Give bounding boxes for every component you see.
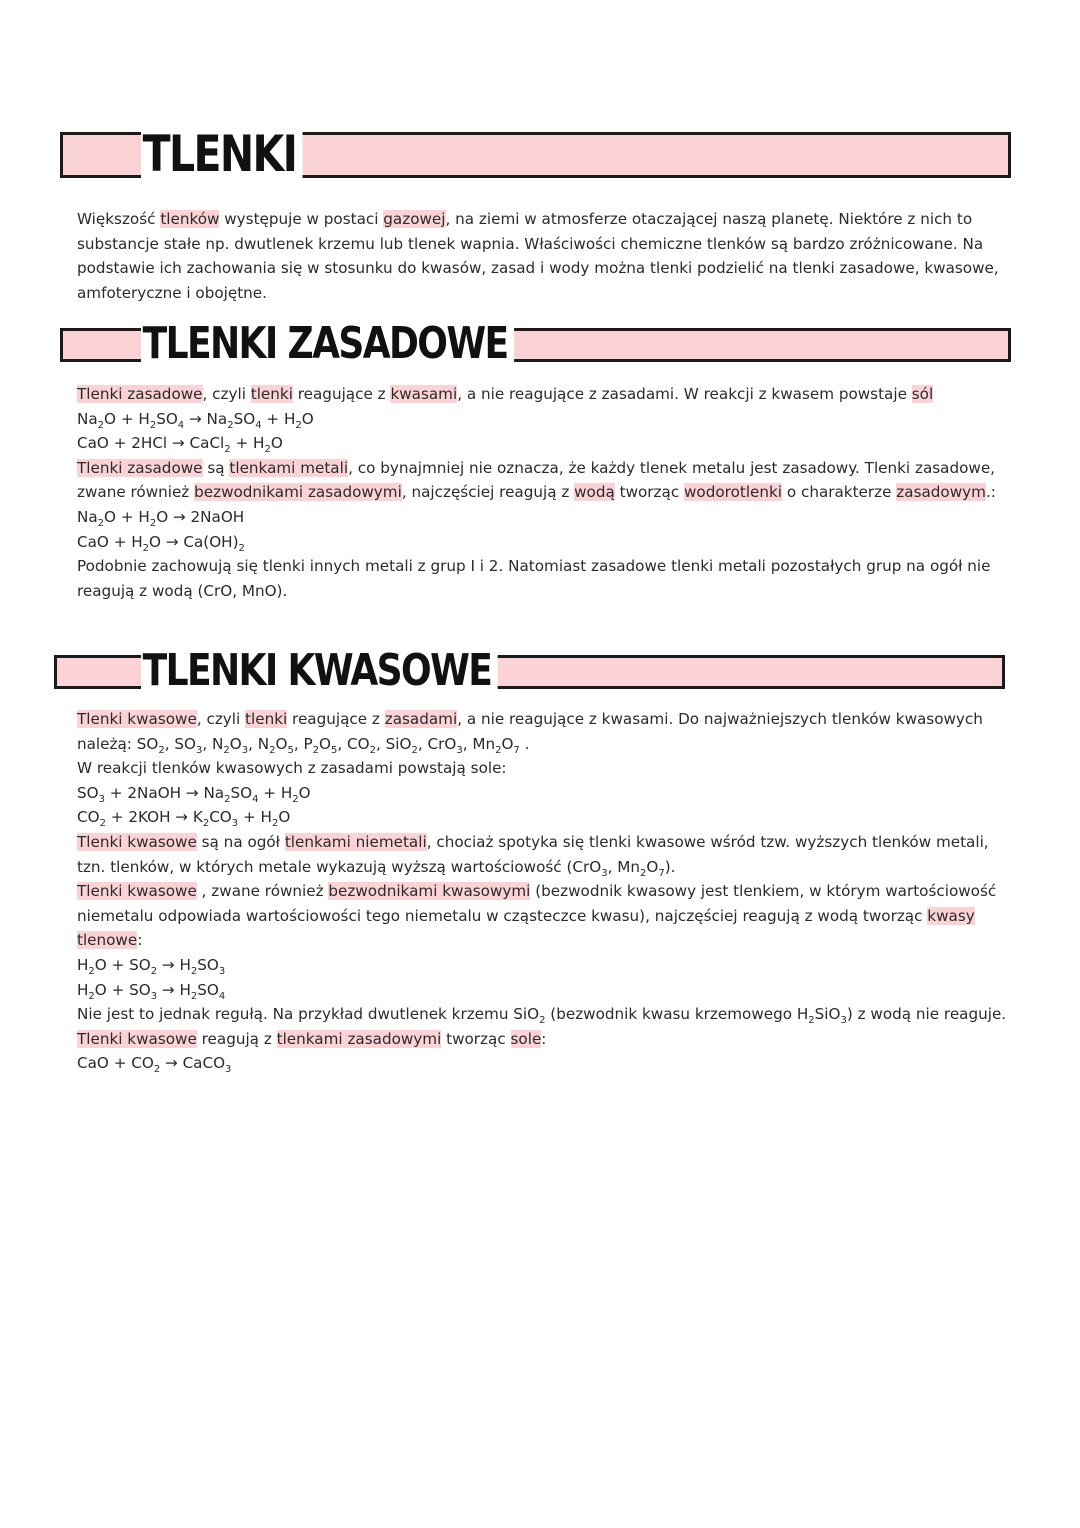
equation: $CO_2 + 2KOH \to K_2CO_3 + H_2O$ <box>77 808 291 830</box>
paragraph: Tlenki kwasowe, czyli tlenki reagujące z zasadami, a nie reagujące z kwasami. Do najważniejszych tlenków kwasowych należą: $SO_2$, $SO_3$, $N_2O_3$, $N_2O_5$, $P_2O_5$, $CO_2$, SiO$_2$, CrO$_3$, $Mn_2O_7$ . <box>77 710 983 756</box>
section-header-tlenki-kwasowe <box>54 645 1005 696</box>
equation: $H_2O + SO_2 \to H_2SO_3$ <box>77 955 226 977</box>
paragraph: Tlenki kwasowe są na ogół tlenkami niemetali, chociaż spotyka się tlenki kwasowe wśród tzw. wyższych tlenków metali, tzn. tlenków, w których metale wykazują wyższą wartościowość (CrO$_3$, $Mn_2O_7$). <box>77 832 989 879</box>
paragraph: Tlenki kwasowe reagują z tlenkami zasadowymi tworząc sole: <box>77 1029 547 1048</box>
equation: CaO + $H_2O \to Ca(OH)_2$ <box>77 532 245 554</box>
equation: CaO + 2HCl → CaCl$_2$ + $H_2O$ <box>77 434 283 456</box>
paragraph: Większość tlenków występuje w postaci gazowej, na ziemi w atmosferze otaczającej naszą planetę. Niektóre z nich to substancje stałe np. dwutlenek krzemu lub tlenek wapnia. Właściwości chemiczne tlenków są bardzo zróżnicowane. Na podstawie ich zachowania się w stosunku do kwasów, zasad i wody można tlenki podzielić na tlenki zasadowe, kwasowe, amfoteryczne i obojętne. <box>77 210 999 302</box>
section-title: TLENKI ZASADOWE <box>141 315 514 373</box>
equation: $H_2O + SO_3 \to H_2SO_4$ <box>77 980 226 1002</box>
equation: CaO + $CO_2$ → CaCO$_3$ <box>77 1054 232 1076</box>
equation: $SO_3$ + 2NaOH → $Na_2SO_4 + H_2O$ <box>77 783 311 805</box>
zasadowe-content <box>77 382 1007 603</box>
paragraph: Tlenki zasadowe są tlenkami metali, co bynajmniej nie oznacza, że każdy tlenek metalu jest zasadowy. Tlenki zasadowe, zwane również bezwodnikami zasadowymi, najczęściej reagują z wodą tworząc wodorotlenki o charakterze zasadowym.: <box>77 458 996 502</box>
paragraph: Tlenki kwasowe , zwane również bezwodnikami kwasowymi (bezwodnik kwasowy jest tlenkiem, w którym wartościowość niemetalu odpowiada wartościowości tego niemetalu w cząsteczce kwasu), najczęściej reagują z wodą tworząc kwasy tlenowe: <box>77 882 997 950</box>
equation: $Na_2O + H_2SO_4 \to Na_2SO_4 + H_2O$ <box>77 409 314 431</box>
paragraph: Tlenki zasadowe, czyli tlenki reagujące z kwasami, a nie reagujące z zasadami. W reakcji z kwasem powstaje sól <box>77 385 934 403</box>
equation: $Na_2O + H_2O$ → 2NaOH <box>77 507 245 529</box>
paragraph: Nie jest to jednak regułą. Na przykład dwutlenek krzemu SiO$_2$ (bezwodnik kwasu krzemowego $H_2SiO_3$) z wodą nie reaguje. <box>77 1005 1007 1027</box>
kwasowe-content <box>77 707 1007 1076</box>
intro-paragraph <box>77 207 1007 305</box>
section-header-tlenki <box>60 125 1011 183</box>
paragraph: W reakcji tlenków kwasowych z zasadami powstają sole: <box>77 759 507 778</box>
section-title: TLENKI <box>141 123 303 185</box>
section-header-tlenki-zasadowe <box>60 318 1011 369</box>
section-title: TLENKI KWASOWE <box>141 642 498 700</box>
paragraph: Podobnie zachowują się tlenki innych metali z grup I i 2. Natomiast zasadowe tlenki metali pozostałych grup na ogół nie reagują z wodą (CrO, MnO). <box>77 557 991 600</box>
